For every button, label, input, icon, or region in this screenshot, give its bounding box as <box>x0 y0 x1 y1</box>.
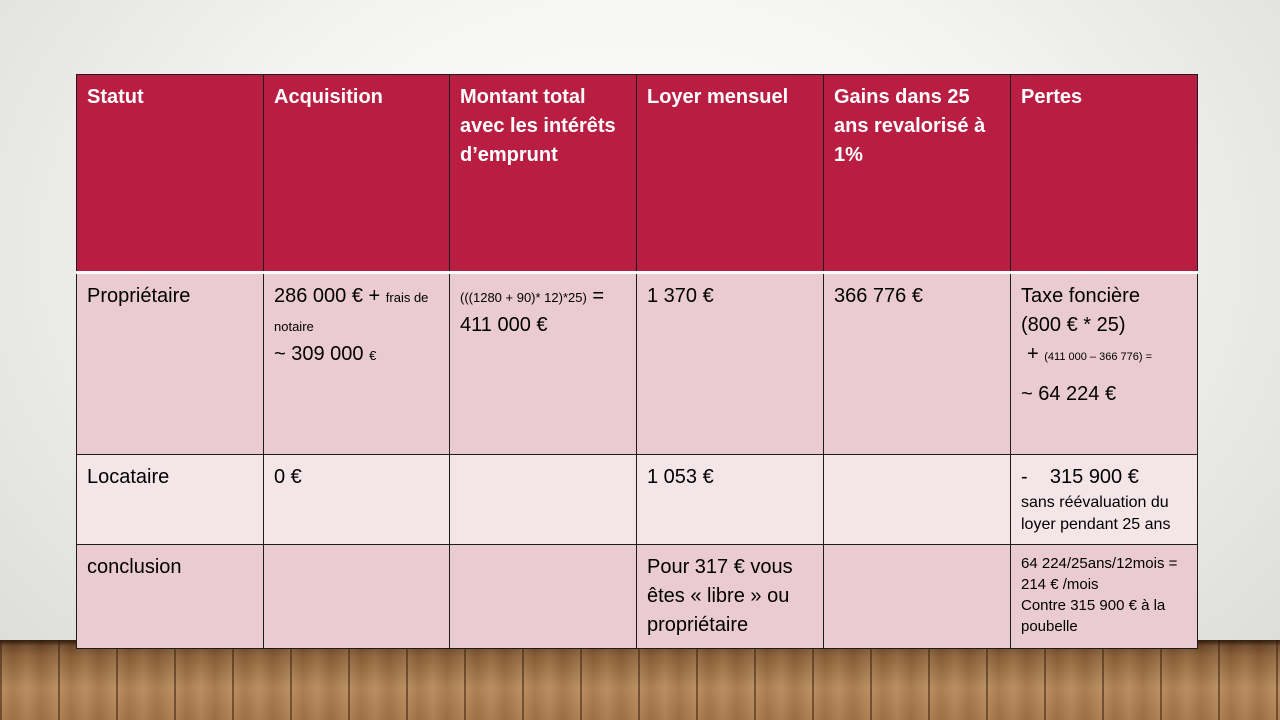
pertes-plus: + <box>1027 343 1039 365</box>
cell-acquisition <box>264 545 450 649</box>
pertes-line1: 64 224/25ans/12mois = 214 € /mois <box>1021 555 1178 593</box>
montant-formula: (((1280 + 90)* 12)*25) <box>460 290 587 305</box>
pertes-line2: (800 € * 25) <box>1021 314 1126 336</box>
cell-gains: 366 776 € <box>824 273 1011 455</box>
cell-montant-total <box>450 273 637 455</box>
montant-eq: = <box>592 285 605 307</box>
header-row <box>77 75 1198 273</box>
cell-acquisition: 0 € <box>264 455 450 545</box>
montant-value: 411 000 € <box>460 314 548 336</box>
pertes-value: - 315 900 € <box>1021 466 1139 488</box>
cell-loyer: 1 370 € <box>637 273 824 455</box>
acquisition-approx: ~ 309 000 <box>274 343 364 365</box>
header-gains: Gains dans 25 ans revalorisé à 1% <box>824 75 1011 273</box>
pertes-formula: (411 000 – 366 776) = <box>1044 351 1152 363</box>
cell-statut: conclusion <box>77 545 264 649</box>
header-loyer-mensuel: Loyer mensuel <box>637 75 824 273</box>
cell-loyer: 1 053 € <box>637 455 824 545</box>
header-pertes: Pertes <box>1011 75 1198 273</box>
table-row-locataire <box>77 455 1198 545</box>
pertes-note: sans réévaluation du loyer pendant 25 ans <box>1021 494 1171 533</box>
cell-acquisition <box>264 273 450 455</box>
cell-montant-total <box>450 455 637 545</box>
pertes-line2: Contre 315 900 € à la poubelle <box>1021 597 1166 635</box>
acquisition-approx-unit: € <box>369 348 377 363</box>
cell-statut: Locataire <box>77 455 264 545</box>
comparison-table <box>76 74 1198 649</box>
cell-statut: Propriétaire <box>77 273 264 455</box>
table-row-proprietaire <box>77 273 1198 455</box>
header-acquisition: Acquisition <box>264 75 450 273</box>
cell-gains <box>824 455 1011 545</box>
cell-montant-total <box>450 545 637 649</box>
cell-pertes <box>1011 273 1198 455</box>
pertes-total: ~ 64 224 € <box>1021 383 1117 405</box>
acquisition-frais: frais de notaire <box>274 290 429 334</box>
cell-loyer: Pour 317 € vous êtes « libre » ou propriétaire <box>637 545 824 649</box>
cell-gains <box>824 545 1011 649</box>
cell-pertes <box>1011 545 1198 649</box>
cell-pertes <box>1011 455 1198 545</box>
table-row-conclusion <box>77 545 1198 649</box>
header-montant-total: Montant total avec les intérêts d’emprunt <box>450 75 637 273</box>
acquisition-main: 286 000 € + <box>274 285 381 307</box>
wood-floor-background <box>0 640 1280 720</box>
header-statut: Statut <box>77 75 264 273</box>
pertes-line1: Taxe foncière <box>1021 285 1140 307</box>
